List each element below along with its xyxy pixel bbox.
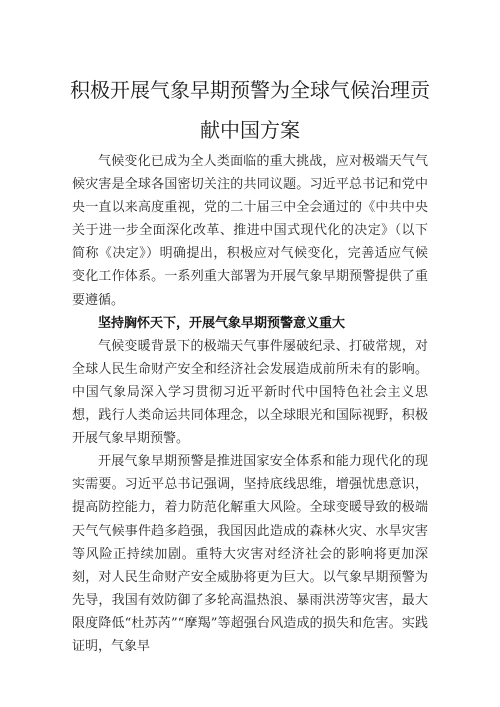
document-title: 积极开展气象早期预警为全球气候治理贡献中国方案 xyxy=(70,78,430,142)
section-paragraph-1: 气候变暖背景下的极端天气事件屡破纪录、打破常规，对全球人民生命财产安全和经济社会发展造成前所未有的影响。中国气象局深入学习贯彻习近平新时代中国特色社会主义思想，践行人类命运共同体理念，以全球眼光和国际视野，积极开展气象早期预警。 xyxy=(72,338,428,447)
document-body xyxy=(72,150,428,658)
section-heading: 坚持胸怀天下，开展气象早期预警意义重大 xyxy=(98,315,346,331)
section-paragraph-2: 开展气象早期预警是推进国家安全体系和能力现代化的现实需要。习近平总书记强调，坚持底线思维，增强忧患意识，提高防控能力，着力防范化解重大风险。全球变暖导致的极端天气气候事件趋多趋强，我国因此造成的森林火灾、水旱灾害等风险正持续加剧。重特大灾害对经济社会的影响将更加深刻，对人民生命财产安全威胁将更为巨大。以气象早期预警为先导，我国有效防御了多轮高温热浪、暴雨洪涝等灾害，最大限度降低“杜苏芮”“摩羯”等超强台风造成的损失和危害。实践证明，气象早 xyxy=(72,454,428,654)
intro-paragraph: 气候变化已成为全人类面临的重大挑战，应对极端天气气候灾害是全球各国密切关注的共同议题。习近平总书记和党中央一直以来高度重视，党的二十届三中全会通过的《中共中央关于进一步全面深化改革、推进中国式现代化的决定》（以下简称《决定》）明确提出，积极应对气候变化，完善适应气候变化工作体系。一系列重大部署为开展气象早期预警提供了重要遵循。 xyxy=(72,154,428,308)
